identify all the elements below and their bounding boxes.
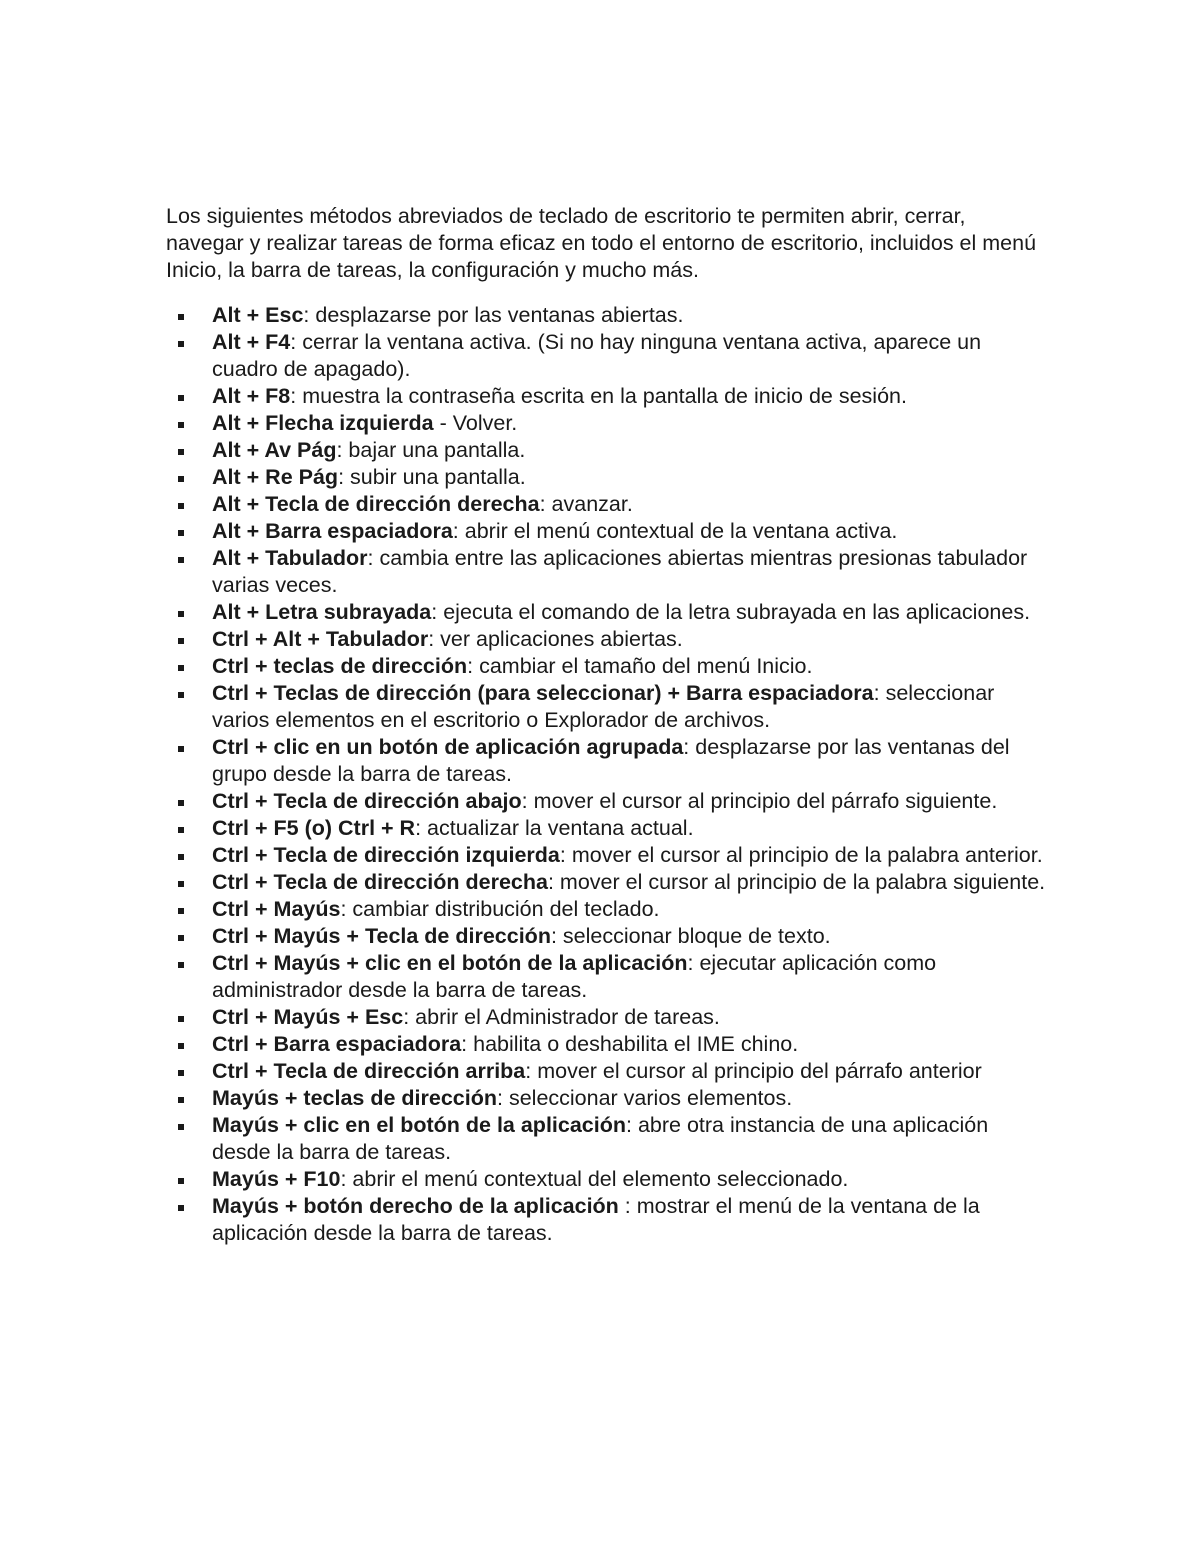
shortcut-item bbox=[166, 1004, 1046, 1031]
shortcut-key: Alt + Av Pág bbox=[212, 438, 337, 462]
shortcut-key: Ctrl + Mayús bbox=[212, 897, 341, 921]
shortcut-description: : mover el cursor al principio de la palabra anterior. bbox=[559, 843, 1043, 867]
shortcut-key: Mayús + teclas de dirección bbox=[212, 1086, 498, 1110]
shortcut-description: : cambiar distribución del teclado. bbox=[340, 897, 660, 921]
square-bullet-icon bbox=[178, 1043, 184, 1049]
shortcut-key: Alt + Barra espaciadora bbox=[212, 519, 453, 543]
shortcut-description: : abrir el menú contextual de la ventana activa. bbox=[452, 519, 898, 543]
shortcut-description: : desplazarse por las ventanas abiertas. bbox=[303, 303, 684, 327]
shortcut-key: Mayús + clic en el botón de la aplicación bbox=[212, 1113, 627, 1137]
shortcut-description: : ejecutar aplicación como administrador desde la barra de tareas. bbox=[212, 951, 937, 1002]
document-content bbox=[166, 203, 1046, 1247]
shortcut-key: Alt + Letra subrayada bbox=[212, 600, 432, 624]
square-bullet-icon bbox=[178, 665, 184, 671]
shortcut-item bbox=[166, 1166, 1046, 1193]
shortcut-description: : mover el cursor al principio del párrafo anterior bbox=[525, 1059, 982, 1083]
shortcut-description: : ver aplicaciones abiertas. bbox=[428, 627, 683, 651]
shortcut-description: : abre otra instancia de una aplicación desde la barra de tareas. bbox=[212, 1113, 989, 1164]
square-bullet-icon bbox=[178, 1178, 184, 1184]
shortcut-item bbox=[166, 680, 1046, 734]
intro-paragraph: Los siguientes métodos abreviados de teclado de escritorio te permiten abrir, cerrar, navegar y realizar tareas de forma eficaz en todo el entorno de escritorio, incluidos el menú Inicio, la barra de tareas, la configuración y mucho más. bbox=[166, 204, 1037, 282]
shortcut-description: : subir una pantalla. bbox=[338, 465, 526, 489]
shortcut-list bbox=[166, 302, 1046, 1247]
shortcut-item bbox=[166, 437, 1046, 464]
square-bullet-icon bbox=[178, 557, 184, 563]
square-bullet-icon bbox=[178, 746, 184, 752]
shortcut-item bbox=[166, 545, 1046, 599]
shortcut-key: Mayús + F10 bbox=[212, 1167, 341, 1191]
shortcut-description: - Volver. bbox=[433, 411, 518, 435]
shortcut-description: : muestra la contraseña escrita en la pantalla de inicio de sesión. bbox=[290, 384, 907, 408]
shortcut-description: : seleccionar varios elementos. bbox=[497, 1086, 793, 1110]
shortcut-item bbox=[166, 1193, 1046, 1247]
square-bullet-icon bbox=[178, 800, 184, 806]
shortcut-key: Ctrl + clic en un botón de aplicación agrupada bbox=[212, 735, 684, 759]
shortcut-item bbox=[166, 491, 1046, 518]
shortcut-item bbox=[166, 734, 1046, 788]
square-bullet-icon bbox=[178, 1124, 184, 1130]
square-bullet-icon bbox=[178, 1205, 184, 1211]
square-bullet-icon bbox=[178, 1016, 184, 1022]
shortcut-key: Ctrl + Teclas de dirección (para seleccionar) + Barra espaciadora bbox=[212, 681, 874, 705]
shortcut-description: : seleccionar varios elementos en el escritorio o Explorador de archivos. bbox=[212, 681, 995, 732]
square-bullet-icon bbox=[178, 476, 184, 482]
shortcut-key: Alt + Esc bbox=[212, 303, 304, 327]
shortcut-key: Mayús + botón derecho de la aplicación bbox=[212, 1194, 619, 1218]
shortcut-description: : mover el cursor al principio del párrafo siguiente. bbox=[521, 789, 998, 813]
shortcut-description: : avanzar. bbox=[539, 492, 633, 516]
shortcut-item bbox=[166, 815, 1046, 842]
shortcut-key: Alt + Tabulador bbox=[212, 546, 368, 570]
shortcut-key: Ctrl + Mayús + clic en el botón de la aplicación bbox=[212, 951, 688, 975]
shortcut-description: : abrir el Administrador de tareas. bbox=[403, 1005, 720, 1029]
shortcut-key: Ctrl + Barra espaciadora bbox=[212, 1032, 462, 1056]
shortcut-item bbox=[166, 329, 1046, 383]
square-bullet-icon bbox=[178, 827, 184, 833]
shortcut-item bbox=[166, 923, 1046, 950]
shortcut-item bbox=[166, 410, 1046, 437]
square-bullet-icon bbox=[178, 854, 184, 860]
shortcut-description: : habilita o deshabilita el IME chino. bbox=[461, 1032, 799, 1056]
shortcut-description: : cambiar el tamaño del menú Inicio. bbox=[467, 654, 813, 678]
square-bullet-icon bbox=[178, 881, 184, 887]
shortcut-key: Ctrl + Mayús + Esc bbox=[212, 1005, 404, 1029]
shortcut-key: Ctrl + F5 (o) Ctrl + R bbox=[212, 816, 416, 840]
shortcut-key: Ctrl + teclas de dirección bbox=[212, 654, 468, 678]
shortcut-item bbox=[166, 653, 1046, 680]
square-bullet-icon bbox=[178, 341, 184, 347]
shortcut-item bbox=[166, 896, 1046, 923]
square-bullet-icon bbox=[178, 611, 184, 617]
shortcut-item bbox=[166, 383, 1046, 410]
shortcut-description: : abrir el menú contextual del elemento seleccionado. bbox=[340, 1167, 849, 1191]
shortcut-item bbox=[166, 626, 1046, 653]
shortcut-key: Alt + F8 bbox=[212, 384, 291, 408]
shortcut-description: : mostrar el menú de la ventana de la aplicación desde la barra de tareas. bbox=[212, 1194, 980, 1245]
shortcut-description: : desplazarse por las ventanas del grupo desde la barra de tareas. bbox=[212, 735, 1010, 786]
square-bullet-icon bbox=[178, 1070, 184, 1076]
square-bullet-icon bbox=[178, 935, 184, 941]
shortcut-key: Ctrl + Tecla de dirección abajo bbox=[212, 789, 522, 813]
square-bullet-icon bbox=[178, 395, 184, 401]
shortcut-item bbox=[166, 1085, 1046, 1112]
square-bullet-icon bbox=[178, 314, 184, 320]
shortcut-key: Ctrl + Tecla de dirección izquierda bbox=[212, 843, 560, 867]
shortcut-key: Ctrl + Alt + Tabulador bbox=[212, 627, 429, 651]
shortcut-item bbox=[166, 518, 1046, 545]
square-bullet-icon bbox=[178, 1097, 184, 1103]
shortcut-item bbox=[166, 1031, 1046, 1058]
square-bullet-icon bbox=[178, 908, 184, 914]
shortcut-key: Alt + Re Pág bbox=[212, 465, 339, 489]
shortcut-description: : ejecuta el comando de la letra subrayada en las aplicaciones. bbox=[431, 600, 1031, 624]
shortcut-key: Alt + Flecha izquierda bbox=[212, 411, 434, 435]
shortcut-key: Ctrl + Tecla de dirección derecha bbox=[212, 870, 548, 894]
shortcut-key: Alt + Tecla de dirección derecha bbox=[212, 492, 540, 516]
shortcut-item bbox=[166, 464, 1046, 491]
shortcut-description: : seleccionar bloque de texto. bbox=[550, 924, 831, 948]
shortcut-key: Ctrl + Tecla de dirección arriba bbox=[212, 1059, 526, 1083]
shortcut-item bbox=[166, 788, 1046, 815]
shortcut-description: : mover el cursor al principio de la palabra siguiente. bbox=[547, 870, 1046, 894]
square-bullet-icon bbox=[178, 449, 184, 455]
shortcut-item bbox=[166, 869, 1046, 896]
square-bullet-icon bbox=[178, 530, 184, 536]
square-bullet-icon bbox=[178, 692, 184, 698]
shortcut-description: : cambia entre las aplicaciones abiertas mientras presionas tabulador varias veces. bbox=[212, 546, 1028, 597]
shortcut-key: Alt + F4 bbox=[212, 330, 291, 354]
square-bullet-icon bbox=[178, 638, 184, 644]
shortcut-item bbox=[166, 599, 1046, 626]
square-bullet-icon bbox=[178, 503, 184, 509]
shortcut-key: Ctrl + Mayús + Tecla de dirección bbox=[212, 924, 551, 948]
shortcut-item bbox=[166, 950, 1046, 1004]
shortcut-item bbox=[166, 1112, 1046, 1166]
square-bullet-icon bbox=[178, 422, 184, 428]
shortcut-description: : actualizar la ventana actual. bbox=[415, 816, 694, 840]
shortcut-description: : bajar una pantalla. bbox=[336, 438, 526, 462]
shortcut-item bbox=[166, 302, 1046, 329]
square-bullet-icon bbox=[178, 962, 184, 968]
shortcut-item bbox=[166, 842, 1046, 869]
shortcut-item bbox=[166, 1058, 1046, 1085]
shortcut-description: : cerrar la ventana activa. (Si no hay ninguna ventana activa, aparece un cuadro de apagado). bbox=[212, 330, 982, 381]
